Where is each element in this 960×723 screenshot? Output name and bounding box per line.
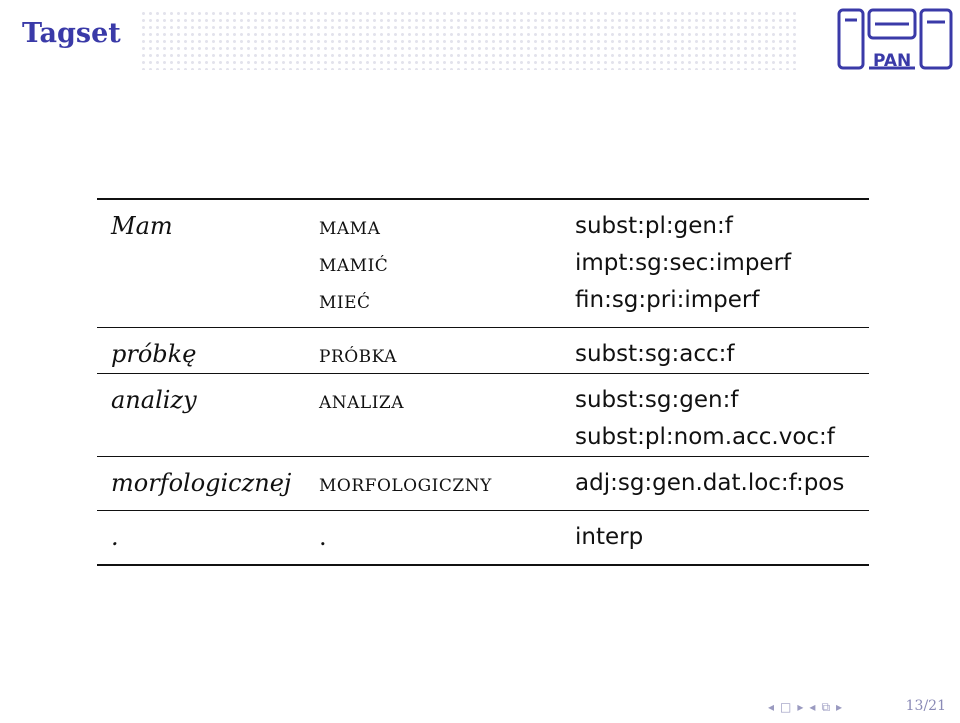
nav-next-frame-icon[interactable]: ▸ <box>797 700 804 714</box>
nav-prev-section-icon[interactable]: ◂ <box>809 700 816 714</box>
tagset-table <box>97 198 869 566</box>
word-form-cell <box>97 511 319 566</box>
table-row <box>97 457 869 511</box>
lemma-cell <box>319 511 575 566</box>
table-row <box>97 511 869 566</box>
word-form: . <box>111 523 119 551</box>
lemma: . <box>319 523 328 551</box>
morph-tag: impt:sg:sec:imperf <box>575 250 792 276</box>
morph-tag: subst:sg:acc:f <box>575 341 735 367</box>
lemma-cell <box>319 199 575 328</box>
word-form-cell <box>97 374 319 457</box>
logo-text: PAN <box>873 51 912 71</box>
word-form-cell <box>97 199 319 328</box>
tag-cell <box>575 374 869 457</box>
morph-tag: adj:sg:gen.dat.loc:f:pos <box>575 470 845 496</box>
word-form-cell <box>97 457 319 511</box>
lemma: mieć <box>319 286 371 314</box>
lemma: mama <box>319 212 381 240</box>
lemma: morfologiczny <box>319 469 492 497</box>
tag-cell <box>575 328 869 374</box>
slide-title: Tagset <box>22 18 121 49</box>
morph-tag: subst:sg:gen:f <box>575 387 739 413</box>
lemma: mamić <box>319 249 389 277</box>
table-row <box>97 328 869 374</box>
morph-tag: subst:pl:gen:f <box>575 213 733 239</box>
nav-frame-icon[interactable]: □ <box>780 700 792 714</box>
nav-section-icon[interactable]: ⧉ <box>821 699 831 714</box>
word-form: analizy <box>111 386 197 414</box>
header-dot-pattern <box>140 10 800 70</box>
word-form: morfologicznej <box>111 469 292 497</box>
tag-cell <box>575 511 869 566</box>
word-form-cell <box>97 328 319 374</box>
ipi-pan-logo <box>835 6 955 72</box>
table-row <box>97 374 869 457</box>
lemma-cell <box>319 328 575 374</box>
tag-cell <box>575 199 869 328</box>
lemma: analiza <box>319 386 405 414</box>
slide-header <box>0 0 960 78</box>
table-row <box>97 199 869 328</box>
morph-tag: interp <box>575 524 644 550</box>
tag-cell <box>575 457 869 511</box>
nav-next-section-icon[interactable]: ▸ <box>836 700 843 714</box>
word-form: Mam <box>111 212 173 240</box>
beamer-navigation <box>768 698 868 716</box>
lemma: próbka <box>319 340 397 368</box>
page-number: 13/21 <box>905 698 946 714</box>
lemma-cell <box>319 374 575 457</box>
morph-tag: fin:sg:pri:imperf <box>575 287 760 313</box>
word-form: próbkę <box>111 340 197 368</box>
lemma-cell <box>319 457 575 511</box>
nav-prev-frame-icon[interactable]: ◂ <box>768 700 775 714</box>
morph-tag: subst:pl:nom.acc.voc:f <box>575 424 835 450</box>
